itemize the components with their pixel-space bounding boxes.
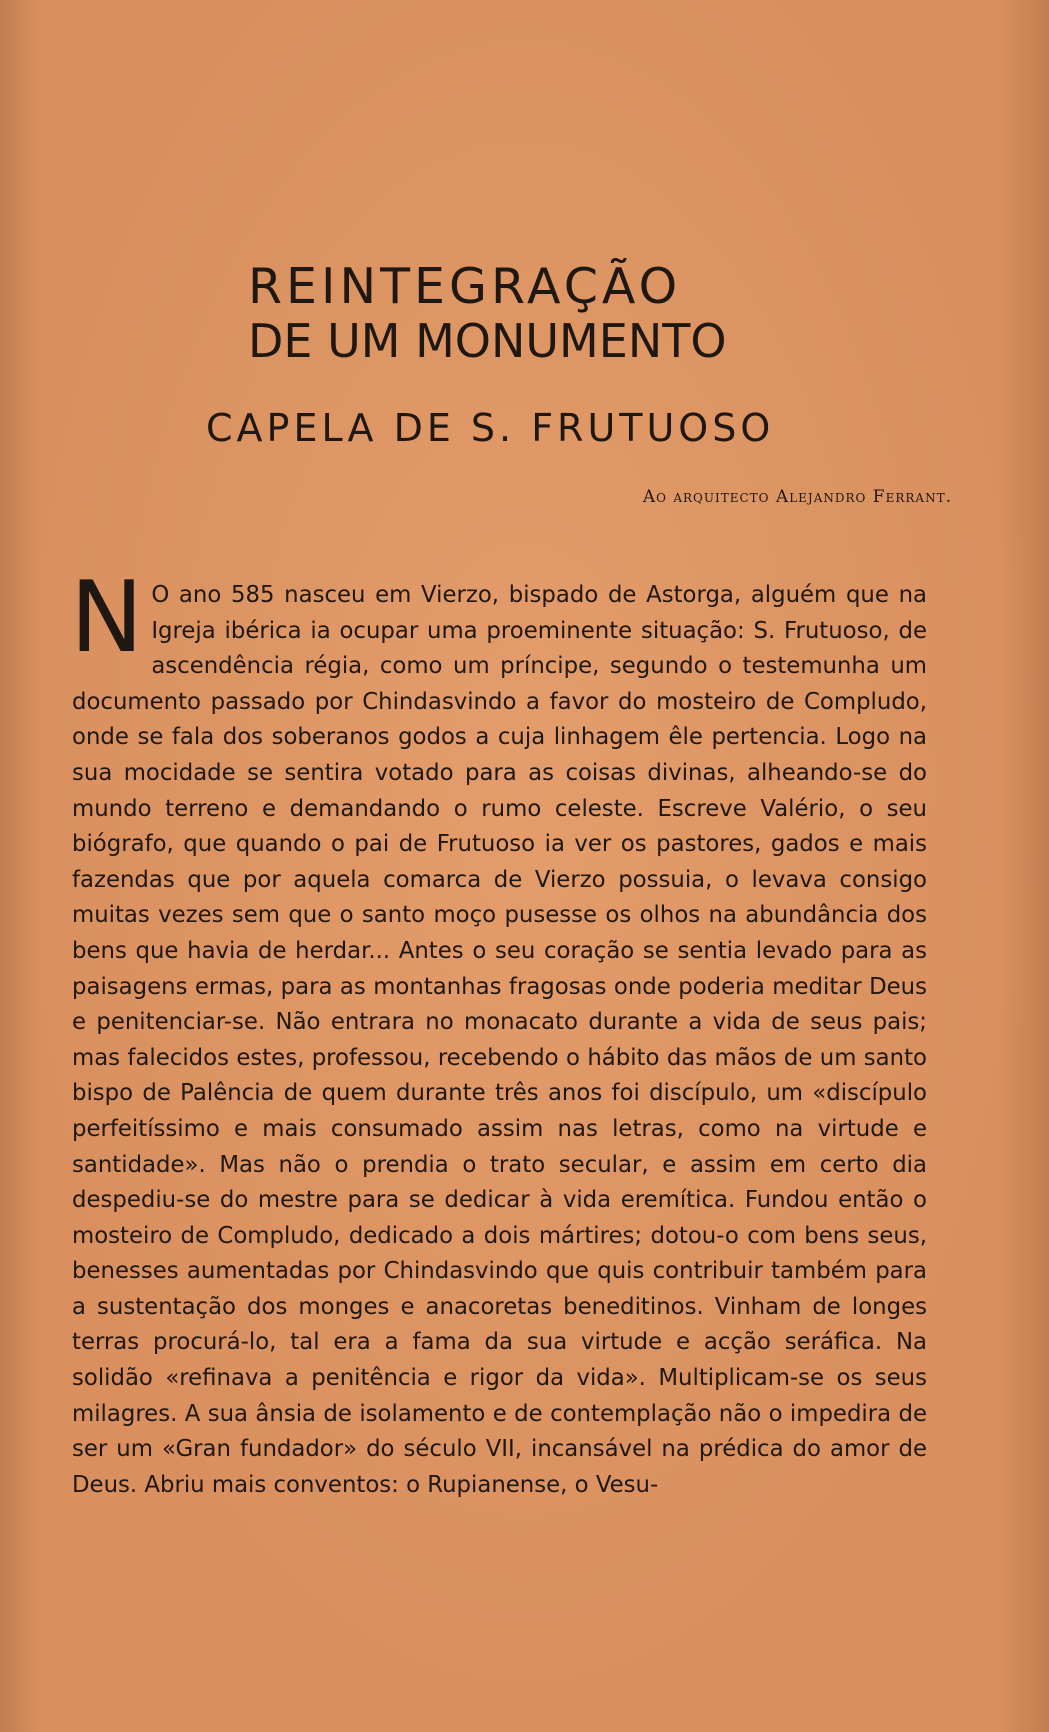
drop-cap: N — [70, 561, 144, 675]
subtitle: CAPELA DE S. FRUTUOSO — [206, 406, 775, 450]
title-line-2: DE UM MONUMENTO — [248, 314, 727, 368]
body-text — [70, 561, 927, 1503]
dedication: Ao arquitecto Alejandro Ferrant. — [642, 487, 952, 507]
title-line-1: REINTEGRAÇÃO — [248, 258, 682, 315]
body-paragraph: O ano 585 nasceu em Vierzo, bispado de Astorga, alguém que na Igreja ibérica ia ocupar uma proeminente situação: S. Frutuoso, de ascendência régia, como um príncipe, segundo o testemunha um documento passado por Chindasvindo a favor do mosteiro de Compludo, onde se fala dos soberanos godos a cuja linhagem êle pertencia. Logo na sua mocidade se sentira votado para as coisas divinas, alheando-se do mundo terreno e demandando o rumo celeste. Escreve Valério, o seu biógrafo, que quando o pai de Frutuoso ia ver os pastores, gados e mais fazendas que por aquela comarca de Vierzo possuia, o levava consigo muitas vezes sem que o santo moço pusesse os olhos na abundância dos bens que havia de herdar... Antes o seu coração se sentia levado para as paisagens ermas, para as montanhas fragosas onde poderia meditar Deus e penitenciar-se. Não entrara no monacato durante a vida de seus pais; mas falecidos estes, professou, recebendo o hábito das mãos de um santo bispo de Palência de quem durante três anos foi discípulo, um «discípulo perfeitíssimo e mais consumado assim nas letras, como na virtude e santidade». Mas não o prendia o trato secular, e assim em certo dia despediu-se do mestre para se dedicar à vida eremítica. Fundou então o mosteiro de Compludo, dedicado a dois mártires; dotou-o com bens seus, benesses aumentadas por Chindasvindo que quis contribuir também para a sustentação dos monges e anacoretas beneditinos. Vinham de longes terras procurá-lo, tal era a fama da sua virtude e acção seráfica. Na solidão «refinava a penitência e rigor da vida». Multiplicam-se os seus milagres. A sua ânsia de isolamento e de contemplação não o impedira de ser um «Gran fundador» do século VII, incansável na prédica do amor de Deus. Abriu mais conventos: o Rupianense, o Vesu- — [72, 582, 927, 1498]
